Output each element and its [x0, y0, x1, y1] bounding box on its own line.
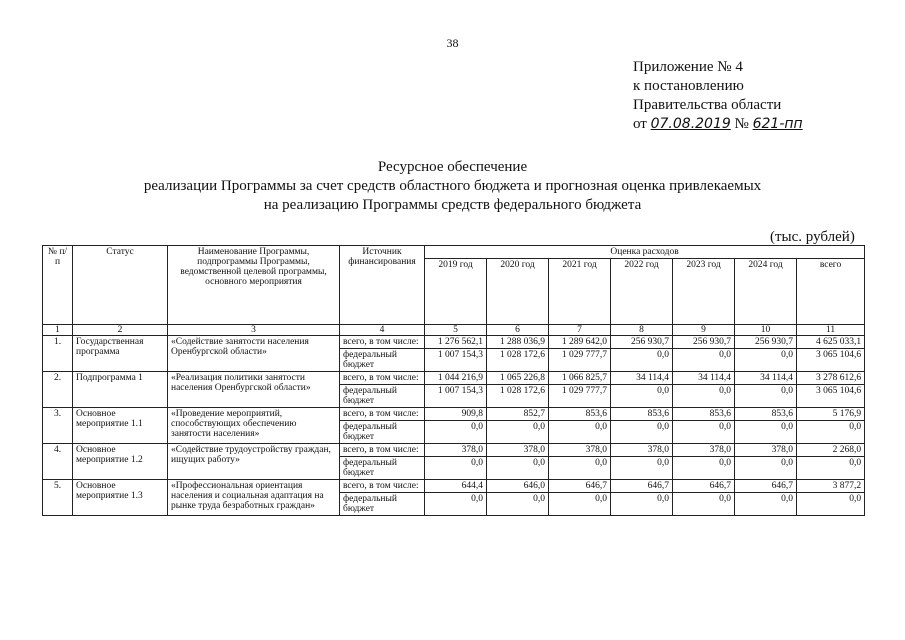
value-cell: 0,0	[673, 457, 735, 480]
header-year: 2019 год	[425, 259, 487, 325]
header-estimate: Оценка расходов	[425, 246, 865, 259]
column-index: 7	[549, 325, 611, 336]
value-cell: 0,0	[735, 385, 797, 408]
value-cell: 644,4	[425, 480, 487, 493]
row-number: 3.	[43, 408, 73, 444]
row-source-federal: федеральный бюджет	[340, 421, 425, 444]
value-cell: 3 877,2	[797, 480, 865, 493]
value-cell: 0,0	[735, 349, 797, 372]
value-cell: 646,7	[735, 480, 797, 493]
value-cell: 1 066 825,7	[549, 372, 611, 385]
value-cell: 256 930,7	[673, 336, 735, 349]
value-cell: 1 029 777,7	[549, 385, 611, 408]
annex-line-2: к постановлению	[633, 78, 744, 94]
value-cell: 0,0	[673, 421, 735, 444]
header-year: 2022 год	[611, 259, 673, 325]
value-cell: 1 007 154,3	[425, 385, 487, 408]
value-cell: 1 288 036,9	[487, 336, 549, 349]
column-index: 8	[611, 325, 673, 336]
value-cell: 0,0	[487, 493, 549, 516]
row-number: 1.	[43, 336, 73, 372]
row-source-federal: федеральный бюджет	[340, 349, 425, 372]
document-title	[0, 158, 905, 215]
value-cell: 0,0	[549, 421, 611, 444]
row-source-federal: федеральный бюджет	[340, 457, 425, 480]
value-cell: 378,0	[735, 444, 797, 457]
value-cell: 378,0	[487, 444, 549, 457]
value-cell: 0,0	[673, 493, 735, 516]
row-number: 5.	[43, 480, 73, 516]
table-row	[43, 372, 865, 385]
value-cell: 256 930,7	[611, 336, 673, 349]
value-cell: 0,0	[673, 349, 735, 372]
row-status: Государственная программа	[73, 336, 168, 372]
value-cell: 1 276 562,1	[425, 336, 487, 349]
value-cell: 0,0	[549, 457, 611, 480]
value-cell: 0,0	[611, 349, 673, 372]
value-cell: 853,6	[673, 408, 735, 421]
value-cell: 853,6	[611, 408, 673, 421]
header-source: Источник финансирования	[340, 246, 425, 325]
title-line-2: реализации Программы за счет средств областного бюджета и прогнозная оценка привлекаемых	[143, 178, 762, 194]
value-cell: 0,0	[735, 457, 797, 480]
value-cell: 4 625 033,1	[797, 336, 865, 349]
column-index-row	[43, 325, 865, 336]
column-index: 1	[43, 325, 73, 336]
row-name: «Профессиональная ориентация населения и социальная адаптация на рынке труда безработных граждан»	[168, 480, 340, 516]
annex-date: 07.08.2019	[650, 116, 731, 132]
value-cell: 1 007 154,3	[425, 349, 487, 372]
value-cell: 1 029 777,7	[549, 349, 611, 372]
row-number: 4.	[43, 444, 73, 480]
value-cell: 256 930,7	[735, 336, 797, 349]
value-cell: 2 268,0	[797, 444, 865, 457]
header-year: 2020 год	[487, 259, 549, 325]
value-cell: 1 028 172,6	[487, 349, 549, 372]
page-number: 38	[446, 36, 459, 50]
row-source-total: всего, в том числе:	[340, 480, 425, 493]
table-row	[43, 408, 865, 421]
value-cell: 0,0	[735, 421, 797, 444]
annex-block	[633, 58, 803, 134]
value-cell: 0,0	[797, 421, 865, 444]
value-cell: 1 065 226,8	[487, 372, 549, 385]
row-status: Основное мероприятие 1.2	[73, 444, 168, 480]
row-name: «Проведение мероприятий, способствующих обеспечению занятости населения»	[168, 408, 340, 444]
row-source-total: всего, в том числе:	[340, 408, 425, 421]
annex-number: 621-пп	[752, 116, 803, 132]
table-row	[43, 336, 865, 349]
value-cell: 3 065 104,6	[797, 385, 865, 408]
value-cell: 1 289 642,0	[549, 336, 611, 349]
column-index: 3	[168, 325, 340, 336]
value-cell: 3 278 612,6	[797, 372, 865, 385]
row-status: Основное мероприятие 1.3	[73, 480, 168, 516]
value-cell: 34 114,4	[673, 372, 735, 385]
value-cell: 0,0	[487, 457, 549, 480]
annex-number-label: №	[734, 116, 749, 132]
value-cell: 0,0	[611, 385, 673, 408]
value-cell: 853,6	[735, 408, 797, 421]
header-name: Наименование Программы, подпрограммы Программы, ведомственной целевой программы, основного мероприятия	[168, 246, 340, 325]
row-source-total: всего, в том числе:	[340, 372, 425, 385]
row-name: «Содействие занятости населения Оренбургской области»	[168, 336, 340, 372]
row-source-federal: федеральный бюджет	[340, 385, 425, 408]
unit-label: (тыс. рублей)	[770, 229, 855, 245]
value-cell: 0,0	[549, 493, 611, 516]
value-cell: 378,0	[549, 444, 611, 457]
value-cell: 0,0	[611, 421, 673, 444]
value-cell: 646,7	[611, 480, 673, 493]
value-cell: 0,0	[425, 493, 487, 516]
value-cell: 1 044 216,9	[425, 372, 487, 385]
header-row-1	[43, 246, 865, 259]
value-cell: 5 176,9	[797, 408, 865, 421]
value-cell: 0,0	[673, 385, 735, 408]
header-status: Статус	[73, 246, 168, 325]
column-index: 2	[73, 325, 168, 336]
header-total: всего	[797, 259, 865, 325]
column-index: 11	[797, 325, 865, 336]
value-cell: 3 065 104,6	[797, 349, 865, 372]
value-cell: 853,6	[549, 408, 611, 421]
title-line-3: на реализацию Программы средств федерального бюджета	[263, 197, 642, 213]
header-year: 2023 год	[673, 259, 735, 325]
value-cell: 852,7	[487, 408, 549, 421]
row-number: 2.	[43, 372, 73, 408]
row-name: «Реализация политики занятости населения Оренбургской области»	[168, 372, 340, 408]
header-year: 2021 год	[549, 259, 611, 325]
value-cell: 1 028 172,6	[487, 385, 549, 408]
header-year: 2024 год	[735, 259, 797, 325]
value-cell: 0,0	[735, 493, 797, 516]
value-cell: 646,7	[673, 480, 735, 493]
row-source-federal: федеральный бюджет	[340, 493, 425, 516]
annex-line-4	[633, 115, 803, 134]
table-row	[43, 444, 865, 457]
value-cell: 0,0	[425, 457, 487, 480]
annex-from-label: от	[633, 116, 647, 132]
value-cell: 646,0	[487, 480, 549, 493]
value-cell: 0,0	[611, 457, 673, 480]
column-index: 9	[673, 325, 735, 336]
value-cell: 646,7	[549, 480, 611, 493]
value-cell: 34 114,4	[735, 372, 797, 385]
row-source-total: всего, в том числе:	[340, 336, 425, 349]
column-index: 4	[340, 325, 425, 336]
budget-table	[42, 245, 865, 516]
value-cell: 378,0	[673, 444, 735, 457]
table-row	[43, 480, 865, 493]
value-cell: 0,0	[487, 421, 549, 444]
value-cell: 378,0	[425, 444, 487, 457]
row-name: «Содействие трудоустройству граждан, ищущих работу»	[168, 444, 340, 480]
column-index: 6	[487, 325, 549, 336]
header-no: № п/п	[43, 246, 73, 325]
value-cell: 0,0	[797, 457, 865, 480]
value-cell: 34 114,4	[611, 372, 673, 385]
row-source-total: всего, в том числе:	[340, 444, 425, 457]
column-index: 10	[735, 325, 797, 336]
value-cell: 909,8	[425, 408, 487, 421]
title-line-1: Ресурсное обеспечение	[377, 159, 528, 175]
column-index: 5	[425, 325, 487, 336]
value-cell: 0,0	[797, 493, 865, 516]
row-status: Основное мероприятие 1.1	[73, 408, 168, 444]
row-status: Подпрограмма 1	[73, 372, 168, 408]
annex-line-3: Правительства области	[633, 97, 782, 113]
value-cell: 0,0	[425, 421, 487, 444]
annex-line-1: Приложение № 4	[633, 59, 743, 75]
value-cell: 0,0	[611, 493, 673, 516]
value-cell: 378,0	[611, 444, 673, 457]
